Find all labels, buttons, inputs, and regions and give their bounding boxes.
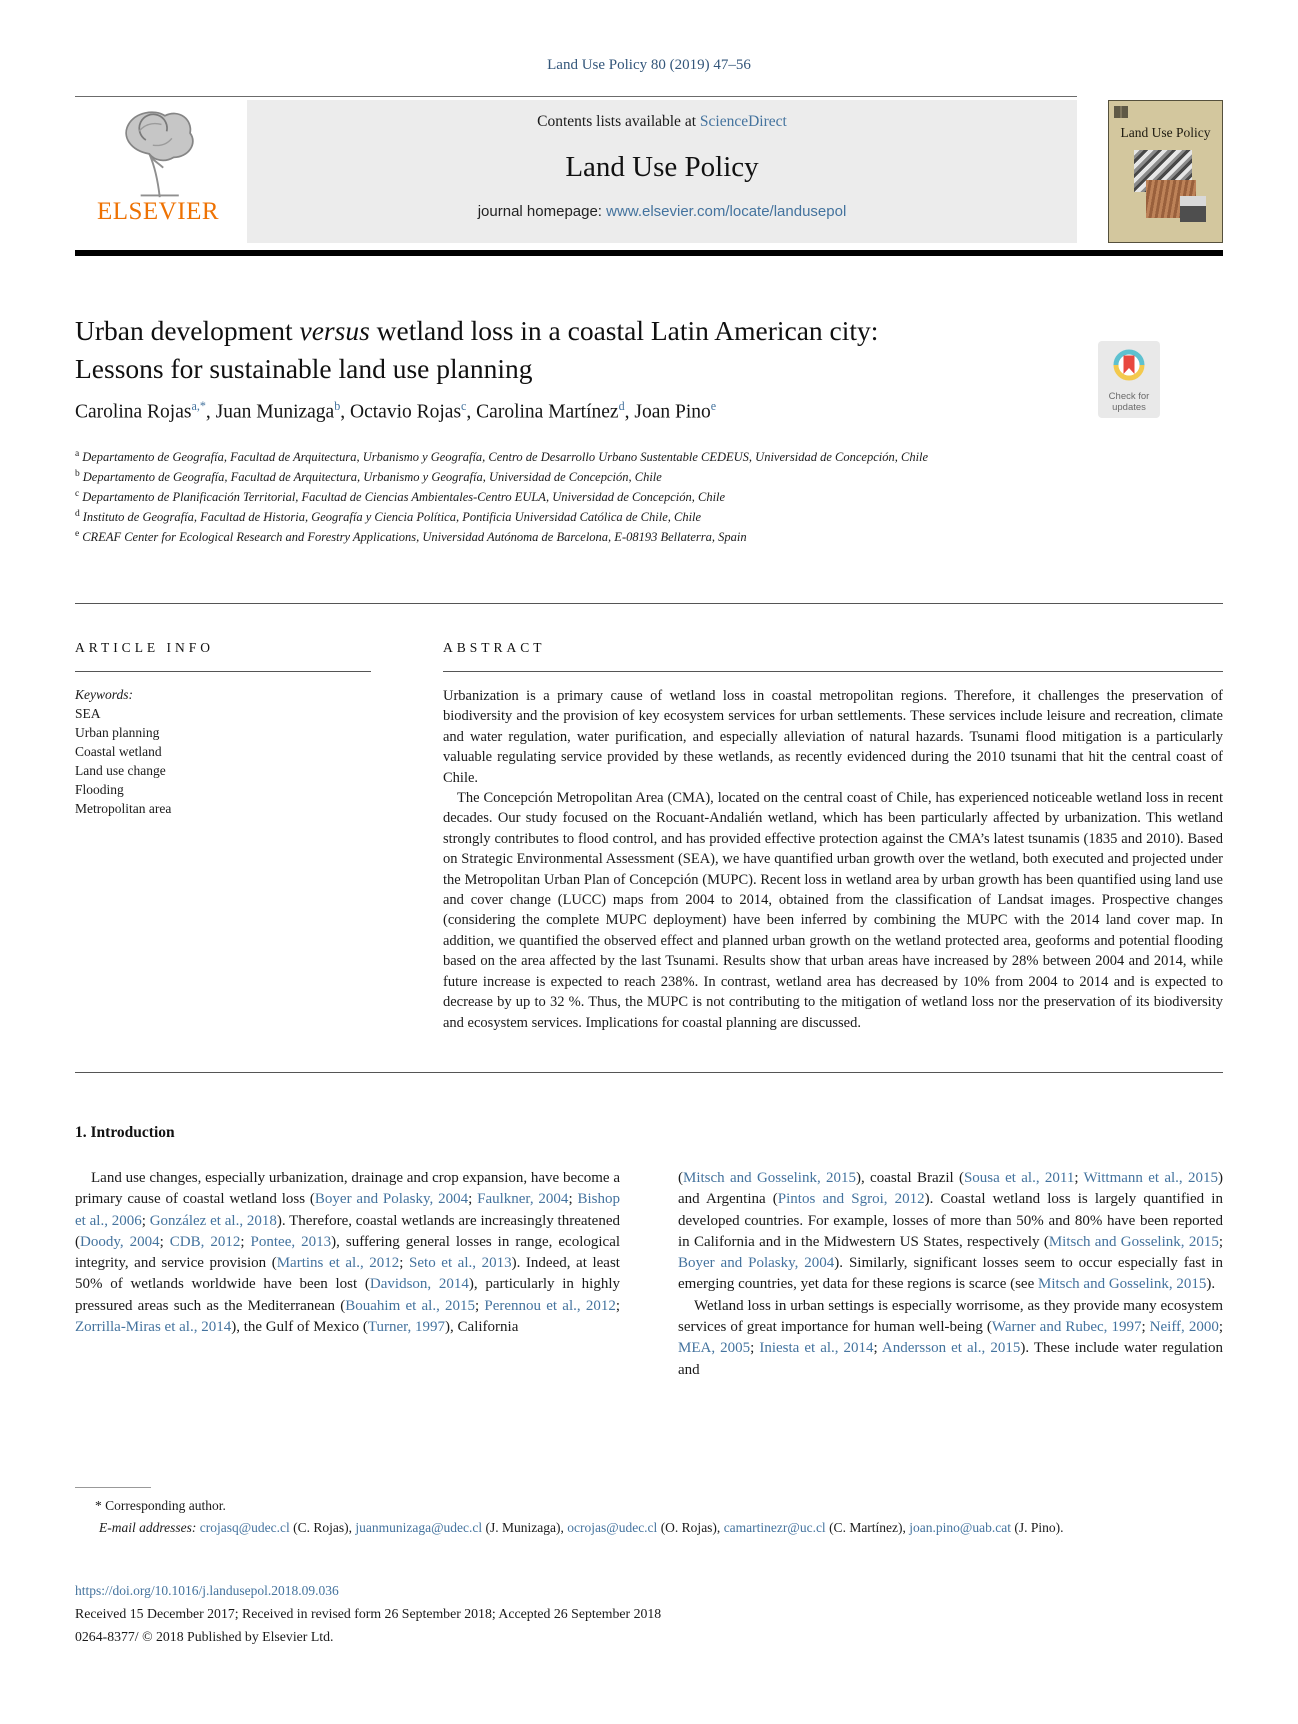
abstract-paragraph-2: The Concepción Metropolitan Area (CMA), located on the central coast of Chile, has experienced noticeable wetland loss in recent decades. Our study focused on the Rocuant-Andalién wetland, which has been particularly affected by urbanization. This wetland strongly contributes to flood control, and has provided effective protection against the CMA’s latest tsunamis (1835 and 2010). Based on Strategic Environmental Assessment (SEA), we have quantified urban growth over the wetland, both executed and projected under the Metropolitan Urban Plan of Concepción (MUPC). Recent loss in wetland area by urban growth has been quantified using land use and cover change (LUCC) maps from 2004 to 2014, obtained from the classification of Landsat images. Prospective changes (considering the complete MUPC deployment) have been inferred by combining the MUPC with the 2014 land cover map. In addition, we quantified the observed effect and planned urban growth on the wetland protected area, geoforms and potential flooding based on the area affected by the last Tsunami. Results show that urban areas have increased by 28% between 2004 and 2014, while future increase is expected to reach 238%. In contrast, wetland area has decreased by 10% from 2004 to 2014 and is expected to decrease by up to 32 %. Thus, the MUPC is not contributing to the mitigation of wetland loss nor the preservation of its biodiversity and ecosystem services. Implications for coastal planning are discussed. — [443, 790, 1223, 1031]
text-segment: ; — [873, 1340, 882, 1357]
text-segment: ; — [159, 1233, 170, 1250]
journal-header — [75, 100, 1077, 243]
cover-building-image — [1180, 196, 1206, 222]
abstract-text — [443, 672, 1223, 1033]
inline-link[interactable]: ocrojas@udec.cl — [567, 1520, 658, 1535]
text-segment: , Octavio Rojas — [340, 401, 462, 423]
inline-link[interactable]: Davidson, 2014 — [369, 1276, 469, 1293]
text-segment: , Carolina Martínez — [466, 401, 619, 423]
inline-link[interactable]: b — [334, 399, 341, 413]
inline-link[interactable]: Pontee, 2013 — [250, 1233, 332, 1250]
text-segment: , Juan Munizaga — [205, 401, 335, 423]
homepage-prefix: journal homepage: — [477, 203, 607, 220]
article-info-section — [75, 640, 371, 818]
keyword-item: Coastal wetland — [75, 744, 162, 759]
text-segment: (O. Rojas), — [657, 1520, 724, 1535]
inline-link[interactable]: Turner, 1997 — [367, 1319, 446, 1336]
inline-link[interactable]: Mitsch and Gosselink, 2015 — [683, 1170, 856, 1186]
check-for-updates-badge[interactable] — [1098, 341, 1160, 418]
inline-link[interactable]: Neiff, 2000 — [1149, 1319, 1219, 1336]
text-segment: (J. Munizaga), — [482, 1520, 568, 1535]
affiliation-item: $^c$ Departamento de Planificación Territorial, Facultad de Ciencias Ambientales-Centro EULA, Universidad de Concepción, Chile — [75, 488, 726, 505]
elsevier-tree-icon — [106, 104, 210, 202]
inline-link[interactable]: Warner and Rubec, 1997 — [991, 1319, 1142, 1336]
keywords-list — [75, 704, 371, 818]
homepage-link[interactable]: www.elsevier.com/locate/landusepol — [606, 203, 847, 220]
text-segment: (C. Rojas), — [289, 1520, 356, 1535]
text-segment: ), California — [445, 1319, 519, 1336]
inline-link[interactable]: joan.pino@uab.cat — [909, 1520, 1011, 1535]
inline-link[interactable]: Bouahim et al., 2015 — [345, 1297, 476, 1314]
inline-link[interactable]: Wittmann et al., 2015 — [1083, 1170, 1218, 1186]
text-segment: ), the Gulf of Mexico ( — [231, 1319, 368, 1336]
text-segment: ; — [1218, 1319, 1223, 1336]
homepage-line — [247, 203, 1077, 220]
text-segment: ; — [399, 1255, 410, 1272]
text-segment: ), suffering general losses in range, ecological integrity, and service provision ( — [75, 1233, 621, 1272]
text-segment: (C. Martínez), — [825, 1520, 910, 1535]
abstract-paragraph-1: Urbanization is a primary cause of wetland loss in coastal metropolitan regions. Therefore, it challenges the preservation of biodiversity and the provision of key ecosystem services for urban settlements. These services include leisure and recreation, climate and water regulation, water purification, and especially alleviation of natural hazards. Tsunami flood mitigation is a particularly valuable regulating service provided by these wetlands, as recently evidenced during the 2010 tsunami that hit the central coast of Chile. — [443, 688, 1223, 786]
divider — [75, 603, 1223, 604]
inline-link[interactable]: a,* — [191, 399, 206, 413]
keyword-item: Urban planning — [75, 725, 160, 740]
text-segment: ). Indeed, at least 50% of wetlands worldwide have been lost ( — [75, 1255, 620, 1293]
inline-link[interactable]: d — [618, 399, 625, 413]
elsevier-logo[interactable] — [77, 104, 239, 243]
section-heading-introduction: 1. Introduction — [75, 1124, 175, 1141]
inline-link[interactable]: Perennou et al., 2012 — [484, 1297, 616, 1314]
divider — [75, 1072, 1223, 1073]
affiliation-item: $^b$ Departamento de Geografía, Facultad de Arquitectura, Urbanismo y Geografía, Universidad de Concepción, Chile — [75, 468, 662, 485]
abstract-heading: ABSTRACT — [443, 640, 1223, 672]
footnote-divider — [75, 1487, 151, 1488]
inline-link[interactable]: Mitsch and Gosselink, 2015 — [1048, 1233, 1219, 1250]
intro-paragraph — [678, 1168, 1223, 1296]
article-title — [75, 312, 1065, 388]
text-segment: Lessons for sustainable land use planning — [75, 353, 533, 384]
text-segment: Land use changes, especially urbanization, drainage and crop expansion, have become a primary cause of coastal wetland loss ( — [75, 1170, 620, 1208]
article-info-heading: ARTICLE INFO — [75, 640, 371, 672]
text-segment: ), particularly in highly pressured areas such as the Mediterranean ( — [75, 1276, 620, 1314]
check-updates-label: Check for updates — [1108, 391, 1150, 413]
inline-link[interactable]: Boyer and Polasky, 2004 — [678, 1255, 835, 1272]
text-segment: ) and Argentina ( — [678, 1170, 1223, 1208]
text-segment: wetland loss in a coastal Latin American city: — [369, 315, 879, 346]
issn-copyright: 0264-8377/ © 2018 Published by Elsevier Ltd. — [75, 1629, 334, 1644]
inline-link[interactable]: Bishop et al., 2006 — [75, 1191, 620, 1229]
cover-artwork — [1114, 150, 1217, 228]
text-segment: ). — [1206, 1276, 1216, 1293]
intro-left-column — [75, 1168, 620, 1338]
inline-link[interactable]: Andersson et al., 2015 — [881, 1340, 1021, 1357]
email-addresses-note — [75, 1518, 1190, 1539]
intro-paragraph — [75, 1168, 620, 1338]
text-segment: ; — [615, 1297, 620, 1314]
inline-link[interactable]: Martins et al., 2012 — [276, 1255, 400, 1272]
inline-link[interactable]: CDB, 2012 — [169, 1233, 241, 1250]
keyword-item: SEA — [75, 706, 101, 721]
inline-link[interactable]: juanmunizaga@udec.cl — [355, 1520, 483, 1535]
sciencedirect-link[interactable]: ScienceDirect — [699, 113, 787, 130]
journal-title: Land Use Policy — [565, 151, 759, 183]
intro-paragraph — [678, 1296, 1223, 1381]
inline-link[interactable]: MEA, 2005 — [678, 1340, 751, 1357]
keyword-item: Land use change — [75, 763, 166, 778]
keywords-label: Keywords: — [75, 687, 133, 702]
cover-elsevier-mark-icon — [1114, 106, 1128, 118]
inline-link[interactable]: Faulkner, 2004 — [477, 1191, 569, 1208]
header-divider-bar — [75, 250, 1223, 256]
text-segment: E-mail addresses: — [99, 1520, 200, 1535]
text-segment: (J. Pino). — [1010, 1520, 1064, 1535]
text-segment: ). Similarly, significant losses seem to occur especially fast in emerging countries, yet data for these regions is scarce (see — [678, 1255, 1223, 1293]
keywords-block — [75, 672, 371, 818]
journal-reference: Land Use Policy 80 (2019) 47–56 — [547, 57, 751, 73]
doi-link[interactable]: https://doi.org/10.1016/j.landusepol.2018.09.036 — [75, 1583, 339, 1598]
text-segment: ; — [468, 1191, 478, 1208]
abstract-section — [443, 640, 1223, 1033]
text-segment: ; — [750, 1340, 760, 1357]
text-segment: ; — [1218, 1233, 1223, 1250]
text-segment: ; — [1074, 1170, 1084, 1186]
affiliations — [75, 446, 1195, 546]
check-updates-icon — [1109, 346, 1149, 386]
cover-title: Land Use Policy — [1120, 125, 1211, 140]
text-segment: ; — [141, 1212, 150, 1229]
text-segment: ; — [568, 1191, 578, 1208]
text-segment: ; — [1141, 1319, 1150, 1336]
text-segment: ( — [678, 1170, 683, 1186]
tree-canopy — [126, 112, 193, 160]
inline-link[interactable]: c — [461, 399, 467, 413]
keyword-item: Flooding — [75, 782, 124, 797]
text-segment: , Joan Pino — [624, 401, 711, 423]
keyword-item: Metropolitan area — [75, 801, 172, 816]
text-segment: ). Coastal wetland loss is largely quantified in developed countries. For example, losses of more than 50% and 80% have been reported in California and in the Midwestern US States, respectively ( — [678, 1191, 1223, 1250]
corresponding-author-note: * Corresponding author. — [95, 1498, 226, 1513]
text-segment: Urban development — [75, 315, 300, 346]
text-segment: Carolina Rojas — [75, 401, 192, 423]
inline-link[interactable]: Doody, 2004 — [80, 1233, 160, 1250]
received-dates: Received 15 December 2017; Received in revised form 26 September 2018; Accepted 26 September 2018 — [75, 1606, 662, 1621]
text-segment: ). These include water regulation and — [678, 1340, 1224, 1378]
intro-right-column — [678, 1168, 1223, 1381]
journal-banner — [247, 100, 1077, 243]
text-segment: Wetland loss in urban settings is especially worrisome, as they provide many ecosystem services of great importance for human well-being ( — [678, 1297, 1223, 1336]
doi-line — [75, 1583, 339, 1599]
inline-link[interactable]: Boyer and Polasky, 2004 — [314, 1191, 469, 1208]
text-segment: ; — [475, 1297, 485, 1314]
inline-link[interactable]: Sousa et al., 2011 — [963, 1170, 1075, 1186]
affiliation-item: $^e$ CREAF Center for Ecological Research and Forestry Applications, Universidad Autónoma de Barcelona, E-08193 Bellaterra, Spain — [75, 528, 747, 544]
inline-link[interactable]: González et al., 2018 — [149, 1212, 277, 1229]
affiliation-item: $^d$ Instituto de Geografía, Facultad de Historia, Geografía y Ciencia Política, Pontificia Universidad Católica de Chile, Chile — [75, 508, 702, 525]
inline-link[interactable]: camartinezr@uc.cl — [723, 1520, 826, 1535]
author-list — [75, 399, 1075, 424]
text-segment: ; — [240, 1233, 251, 1250]
inline-link[interactable]: Iniesta et al., 2014 — [759, 1340, 874, 1357]
inline-link[interactable]: Pintos and Sgroi, 2012 — [777, 1191, 925, 1208]
divider — [75, 96, 1077, 97]
contents-line — [247, 100, 1077, 131]
inline-link[interactable]: Seto et al., 2013 — [409, 1255, 512, 1272]
inline-link[interactable]: e — [710, 399, 717, 413]
inline-link[interactable]: Zorrilla-Miras et al., 2014 — [75, 1319, 232, 1336]
elsevier-wordmark: ELSEVIER — [96, 198, 220, 225]
text-segment: ). Therefore, coastal wetlands are increasingly threatened ( — [75, 1212, 621, 1250]
inline-link[interactable]: crojasq@udec.cl — [199, 1520, 290, 1535]
journal-cover-thumbnail[interactable] — [1108, 100, 1223, 243]
contents-prefix: Contents lists available at — [537, 113, 700, 130]
affiliation-item: $^a$ Departamento de Geografía, Facultad de Arquitectura, Urbanismo y Geografía, Centro de Desarrollo Urbano Sustentable CEDEUS, Universidad de Concepción, Chile — [75, 449, 929, 465]
text-segment: ), coastal Brazil ( — [856, 1170, 964, 1186]
text-segment: versus — [299, 315, 370, 346]
inline-link[interactable]: Mitsch and Gosselink, 2015 — [1038, 1276, 1207, 1293]
